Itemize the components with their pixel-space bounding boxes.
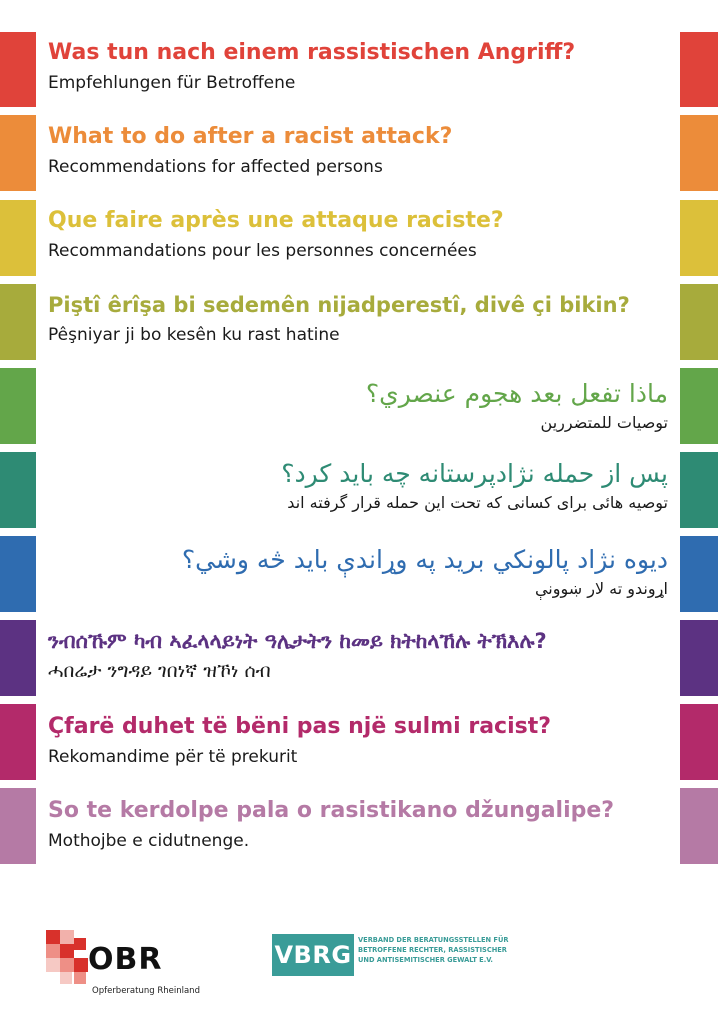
color-bar (0, 452, 36, 528)
color-bar (680, 200, 718, 276)
color-bar (0, 200, 36, 276)
color-bar (0, 788, 36, 864)
color-bar (0, 536, 36, 612)
heading-tigrinya: ንብሰኹም ካብ ኣፈላላይነት ዓሌታትን ከመይ ክትከላኸሉ ትኽእሉ? (48, 629, 547, 653)
heading-romani: So te kerdolpe pala o rasistikano džungalipe? (48, 798, 615, 823)
vbrg-description-line: UND ANTISEMITISCHER GEWALT E.V. (358, 955, 493, 964)
color-bar (680, 536, 718, 612)
language-block-english (48, 124, 668, 178)
subheading-arabic: توصيات للمتضررين (540, 413, 668, 432)
color-bar (680, 704, 718, 780)
color-bar (680, 284, 718, 360)
obr-mark-square (74, 938, 86, 950)
heading-farsi: پس از حمله نژادپرستانه چه باید کرد؟ (281, 459, 668, 488)
color-bar (0, 284, 36, 360)
language-block-albanian (48, 714, 668, 768)
subheading-pashto: اړوندو ته لار ښوونې (534, 579, 668, 598)
subheading-german: Empfehlungen für Betroffene (48, 73, 296, 93)
subheading-albanian: Rekomandime për të prekurit (48, 747, 298, 767)
color-bar (680, 368, 718, 444)
subheading-farsi: توصیه هائی برای کسانی که تحت این حمله قرار گرفته اند (287, 493, 668, 512)
heading-english: What to do after a racist attack? (48, 124, 453, 149)
color-bar (0, 368, 36, 444)
obr-mark-square (46, 958, 60, 972)
color-bar (680, 452, 718, 528)
language-block-arabic (48, 378, 668, 434)
heading-albanian: Çfarë duhet të bëni pas një sulmi racist? (48, 714, 551, 739)
heading-german: Was tun nach einem rassistischen Angriff? (48, 40, 576, 65)
subheading-english: Recommendations for affected persons (48, 157, 383, 177)
vbrg-description-line: VERBAND DER BERATUNGSSTELLEN FÜR (358, 935, 509, 944)
color-bar (0, 704, 36, 780)
color-bar (680, 32, 718, 107)
obr-mark-square (74, 958, 88, 972)
obr-mark-square (60, 958, 74, 972)
heading-french: Que faire après une attaque raciste? (48, 208, 504, 233)
vbrg-wordmark: VBRG (272, 934, 354, 976)
obr-mark-square (60, 972, 72, 984)
color-bar (0, 620, 36, 696)
color-bar (0, 32, 36, 107)
subheading-romani: Mothojbe e cidutnenge. (48, 831, 250, 851)
language-block-tigrinya (48, 628, 668, 682)
color-bar (0, 115, 36, 191)
subheading-kurdish: Pêşniyar ji bo kesên ku rast hatine (48, 325, 340, 345)
language-block-farsi (48, 458, 668, 514)
obr-mark-square (46, 930, 60, 944)
obr-mark-square (60, 944, 74, 958)
color-bar (680, 115, 718, 191)
obr-mark-square (60, 930, 74, 944)
vbrg-description-line: BETROFFENE RECHTER, RASSISTISCHER (358, 945, 507, 954)
subheading-tigrinya: ሓበሬታ ንግዳይ ገበነኛ ዝኾነ ሰብ (48, 660, 271, 682)
obr-logo (46, 930, 226, 1000)
language-block-french (48, 208, 668, 262)
language-block-kurdish (48, 292, 668, 346)
obr-mark-square (74, 972, 86, 984)
color-bar (680, 788, 718, 864)
language-block-romani (48, 798, 668, 852)
footer-logos (0, 926, 718, 1006)
obr-tagline: Opferberatung Rheinland (92, 986, 200, 996)
heading-arabic: ماذا تفعل بعد هجوم عنصري؟ (365, 379, 668, 408)
obr-wordmark: OBR (88, 942, 163, 977)
heading-kurdish: Piştî êrîşa bi sedemên nijadperestî, divê çi bikin? (48, 293, 630, 317)
heading-pashto: دیوه نژاد پالونکي برید په وړاندې باید څه وشي؟ (181, 545, 668, 574)
language-block-german (48, 40, 668, 94)
color-bar (680, 620, 718, 696)
vbrg-description (358, 935, 508, 965)
subheading-french: Recommandations pour les personnes concernées (48, 241, 477, 261)
obr-mark-square (46, 944, 60, 958)
language-block-pashto (48, 544, 668, 600)
